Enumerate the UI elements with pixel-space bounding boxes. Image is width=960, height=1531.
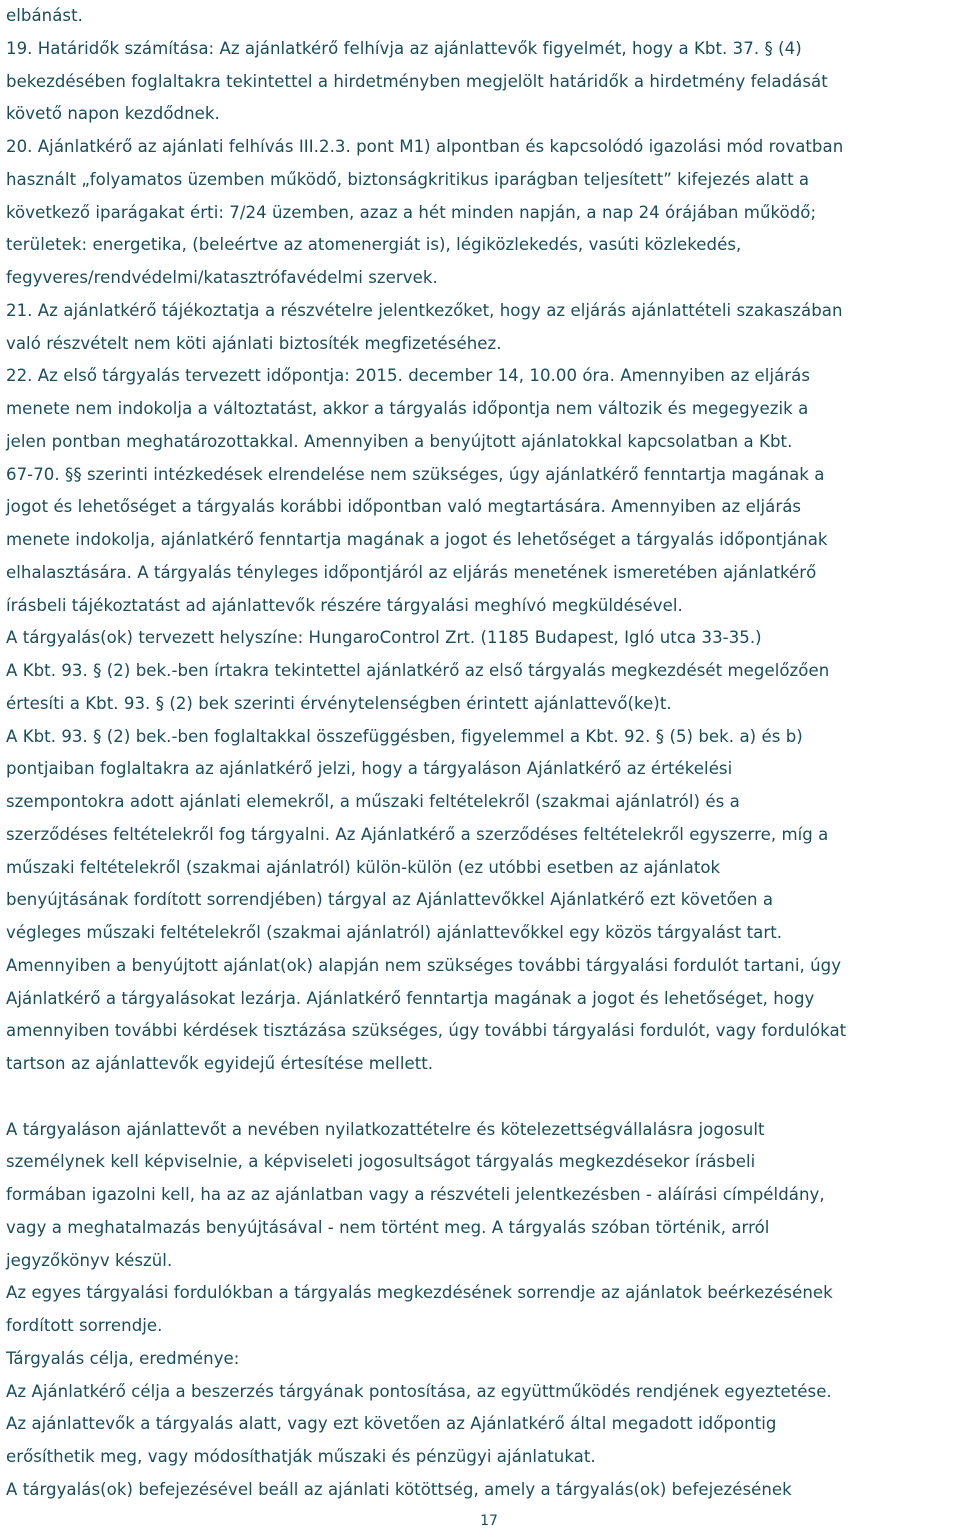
text-line: területek: energetika, (beleértve az atomenergiát is), légiközlekedés, vasúti közlekedés, [6,235,742,255]
page-number: 17 [480,1513,498,1529]
text-line: pontjaiban foglaltakra az ajánlatkérő jelzi, hogy a tárgyaláson Ajánlatkérő az értékelési [6,759,733,779]
text-line: erősíthetik meg, vagy módosíthatják műszaki és pénzügyi ajánlatukat. [6,1447,596,1466]
text-line: 22. Az első tárgyalás tervezett időpontja: 2015. december 14, 10.00 óra. Amennyiben az eljárás [6,366,811,386]
text-line: használt „folyamatos üzemben működő, biztonságkritikus iparágban teljesített” kifejezés alatt a [6,169,810,189]
text-line: elbánást. [6,6,83,25]
text-line: A Kbt. 93. § (2) bek.-ben foglaltakkal összefüggésben, figyelemmel a Kbt. 92. § (5) bek. a) és b) [6,726,803,746]
text-line: elhalasztására. A tárgyalás tényleges időpontjáról az eljárás menetének ismeretében ajánlatkérő [6,562,817,582]
text-line: jegyzőkönyv készül. [6,1250,173,1270]
text-line: A tárgyalás(ok) befejezésével beáll az ajánlati kötöttség, amely a tárgyalás(ok) befejezésének [6,1479,792,1499]
text-line: Az ajánlattevők a tárgyalás alatt, vagy ezt követően az Ajánlatkérő által megadott időpontig [6,1414,777,1434]
text-line: 67-70. §§ szerinti intézkedések elrendelése nem szükséges, úgy ajánlatkérő fenntartja magának a [6,464,825,484]
text-line: Amennyiben a benyújtott ajánlat(ok) alapján nem szükséges további tárgyalási fordulót tartani, úgy [6,955,842,975]
text-line: szerződéses feltételekről fog tárgyalni. Az Ajánlatkérő a szerződéses feltételekről egyszerre, míg a [6,824,829,844]
paragraph-gap [6,1081,958,1114]
text-line: jogot és lehetőséget a tárgyalás korábbi időpontban való megtartására. Amennyiben az eljárás [6,497,802,517]
text-line: Tárgyalás célja, eredménye: [6,1348,240,1368]
text-line: jelen pontban meghatározottakkal. Amennyiben a benyújtott ajánlatokkal kapcsolatban a Kbt. [6,431,793,451]
text-line: A tárgyalás(ok) tervezett helyszíne: HungaroControl Zrt. (1185 Budapest, Igló utca 33-35.) [6,628,762,648]
text-line: formában igazolni kell, ha az az ajánlatban vagy a részvételi jelentkezésben - aláírási címpéldány, [6,1185,825,1204]
text-block-1 [6,0,958,1081]
text-line: Ajánlatkérő a tárgyalásokat lezárja. Ajánlatkérő fenntartja magának a jogot és lehetőséget, hogy [6,988,815,1008]
text-line: menete nem indokolja a változtatást, akkor a tárgyalás időpontja nem változik és megegyezik a [6,399,809,418]
text-line: személynek kell képviselnie, a képviseleti jogosultságot tárgyalás megkezdésekor írásbeli [6,1152,756,1172]
text-line: 20. Ajánlatkérő az ajánlati felhívás III.2.3. pont M1) alpontban és kapcsolódó igazolási mód rovatban [6,137,844,156]
text-block-2 [6,1114,958,1507]
text-line: írásbeli tájékoztatást ad ajánlattevők részére tárgyalási meghívó megküldésével. [6,595,683,615]
text-line: menete indokolja, ajánlatkérő fenntartja magának a jogot és lehetőséget a tárgyalás időpontjának [6,530,828,549]
document-page [6,0,958,1507]
text-line: A Kbt. 93. § (2) bek.-ben írtakra tekintettel ajánlatkérő az első tárgyalás megkezdését megelőzően [6,661,830,680]
text-line: szempontokra adott ajánlati elemekről, a műszaki feltételekről (szakmai ajánlatról) és a [6,792,740,811]
text-line: Az egyes tárgyalási fordulókban a tárgyalás megkezdésének sorrendje az ajánlatok beérkezésének [6,1283,833,1303]
text-line: műszaki feltételekről (szakmai ajánlatról) külön-külön (ez utóbbi esetben az ajánlatok [6,857,721,877]
text-line: értesíti a Kbt. 93. § (2) bek szerinti érvénytelenségben érintett ajánlattevő(ke)t. [6,693,672,713]
text-line: Az Ajánlatkérő célja a beszerzés tárgyának pontosítása, az együttműködés rendjének egyeztetése. [6,1381,832,1401]
text-line: végleges műszaki feltételekről (szakmai ajánlatról) ajánlattevőkkel egy közös tárgyalást tart. [6,923,783,942]
text-line: követő napon kezdődnek. [6,104,220,124]
text-line: benyújtásának fordított sorrendjében) tárgyal az Ajánlattevőkkel Ajánlatkérő ezt követően a [6,890,774,910]
text-line: való részvételt nem köti ajánlati biztosíték megfizetéséhez. [6,333,502,353]
text-line: bekezdésében foglaltakra tekintettel a hirdetményben megjelölt határidők a hirdetmény feladását [6,71,828,91]
text-line: 21. Az ajánlatkérő tájékoztatja a részvételre jelentkezőket, hogy az eljárás ajánlattételi szakaszában [6,300,843,320]
text-line: vagy a meghatalmazás benyújtásával - nem történt meg. A tárgyalás szóban történik, arról [6,1217,770,1237]
text-line: fordított sorrendje. [6,1316,163,1335]
text-line: következő iparágakat érti: 7/24 üzemben, azaz a hét minden napján, a nap 24 órájában működő; [6,202,817,222]
text-line: fegyveres/rendvédelmi/katasztrófavédelmi szervek. [6,268,438,287]
text-line: amennyiben további kérdések tisztázása szükséges, úgy további tárgyalási fordulót, vagy fordulókat [6,1021,847,1041]
text-line: 19. Határidők számítása: Az ajánlatkérő felhívja az ajánlattevők figyelmét, hogy a Kbt. 37. § (4) [6,38,802,58]
text-line: tartson az ajánlattevők egyidejű értesítése mellett. [6,1054,434,1073]
text-line: A tárgyaláson ajánlattevőt a nevében nyilatkozattételre és kötelezettségvállalásra jogosult [6,1119,765,1139]
